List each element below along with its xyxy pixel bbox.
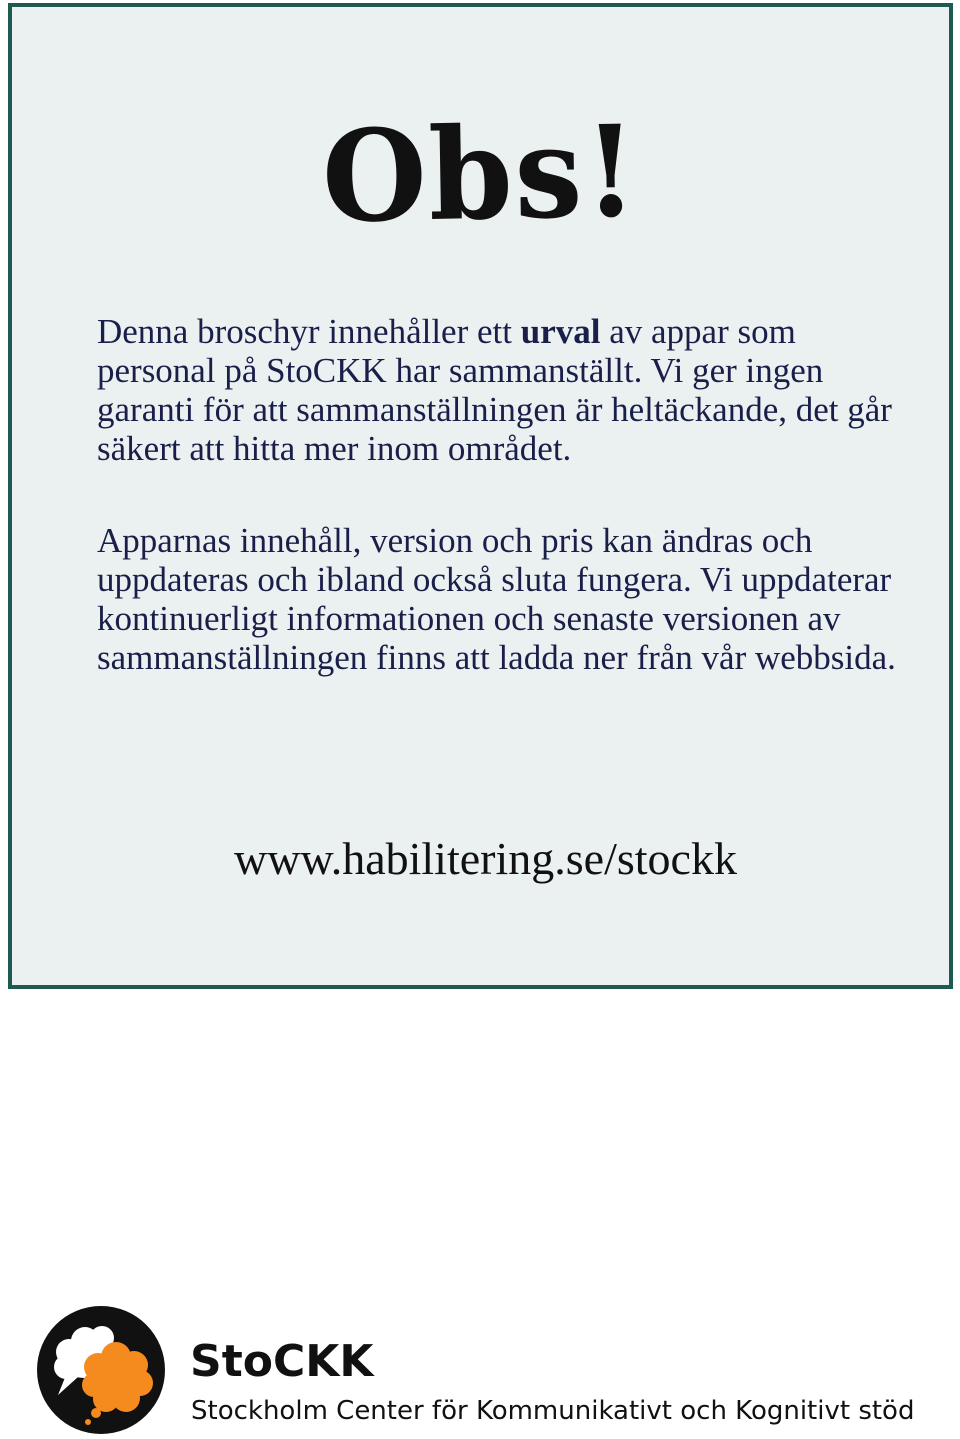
brand-tagline: Stockholm Center för Kommunikativt och Kognitivt stöd — [191, 1396, 915, 1426]
intro-bold-word: urval — [520, 312, 601, 351]
intro-text-start: Denna broschyr innehåller ett — [97, 312, 521, 351]
intro-paragraph — [97, 312, 897, 468]
intro-text-end: av appar som personal på StoCKK har sammanställt. Vi ger ingen garanti för att sammanställningen är heltäckande, det går säkert att hitta mer inom området. — [97, 312, 892, 468]
brand-name: StoCKK — [190, 1336, 374, 1387]
update-paragraph: Apparnas innehåll, version och pris kan ändras och uppdateras och ibland också sluta fungera. Vi uppdaterar kontinuerligt informationen och senaste versionen av sammanställningen finns att ladda ner från vår webbsida. — [97, 521, 896, 677]
website-link[interactable]: www.habilitering.se/stockk — [234, 833, 737, 884]
obs-heading: Obs! — [320, 97, 641, 252]
notice-box — [8, 3, 953, 989]
thought-bubble-logo-icon — [36, 1305, 166, 1435]
